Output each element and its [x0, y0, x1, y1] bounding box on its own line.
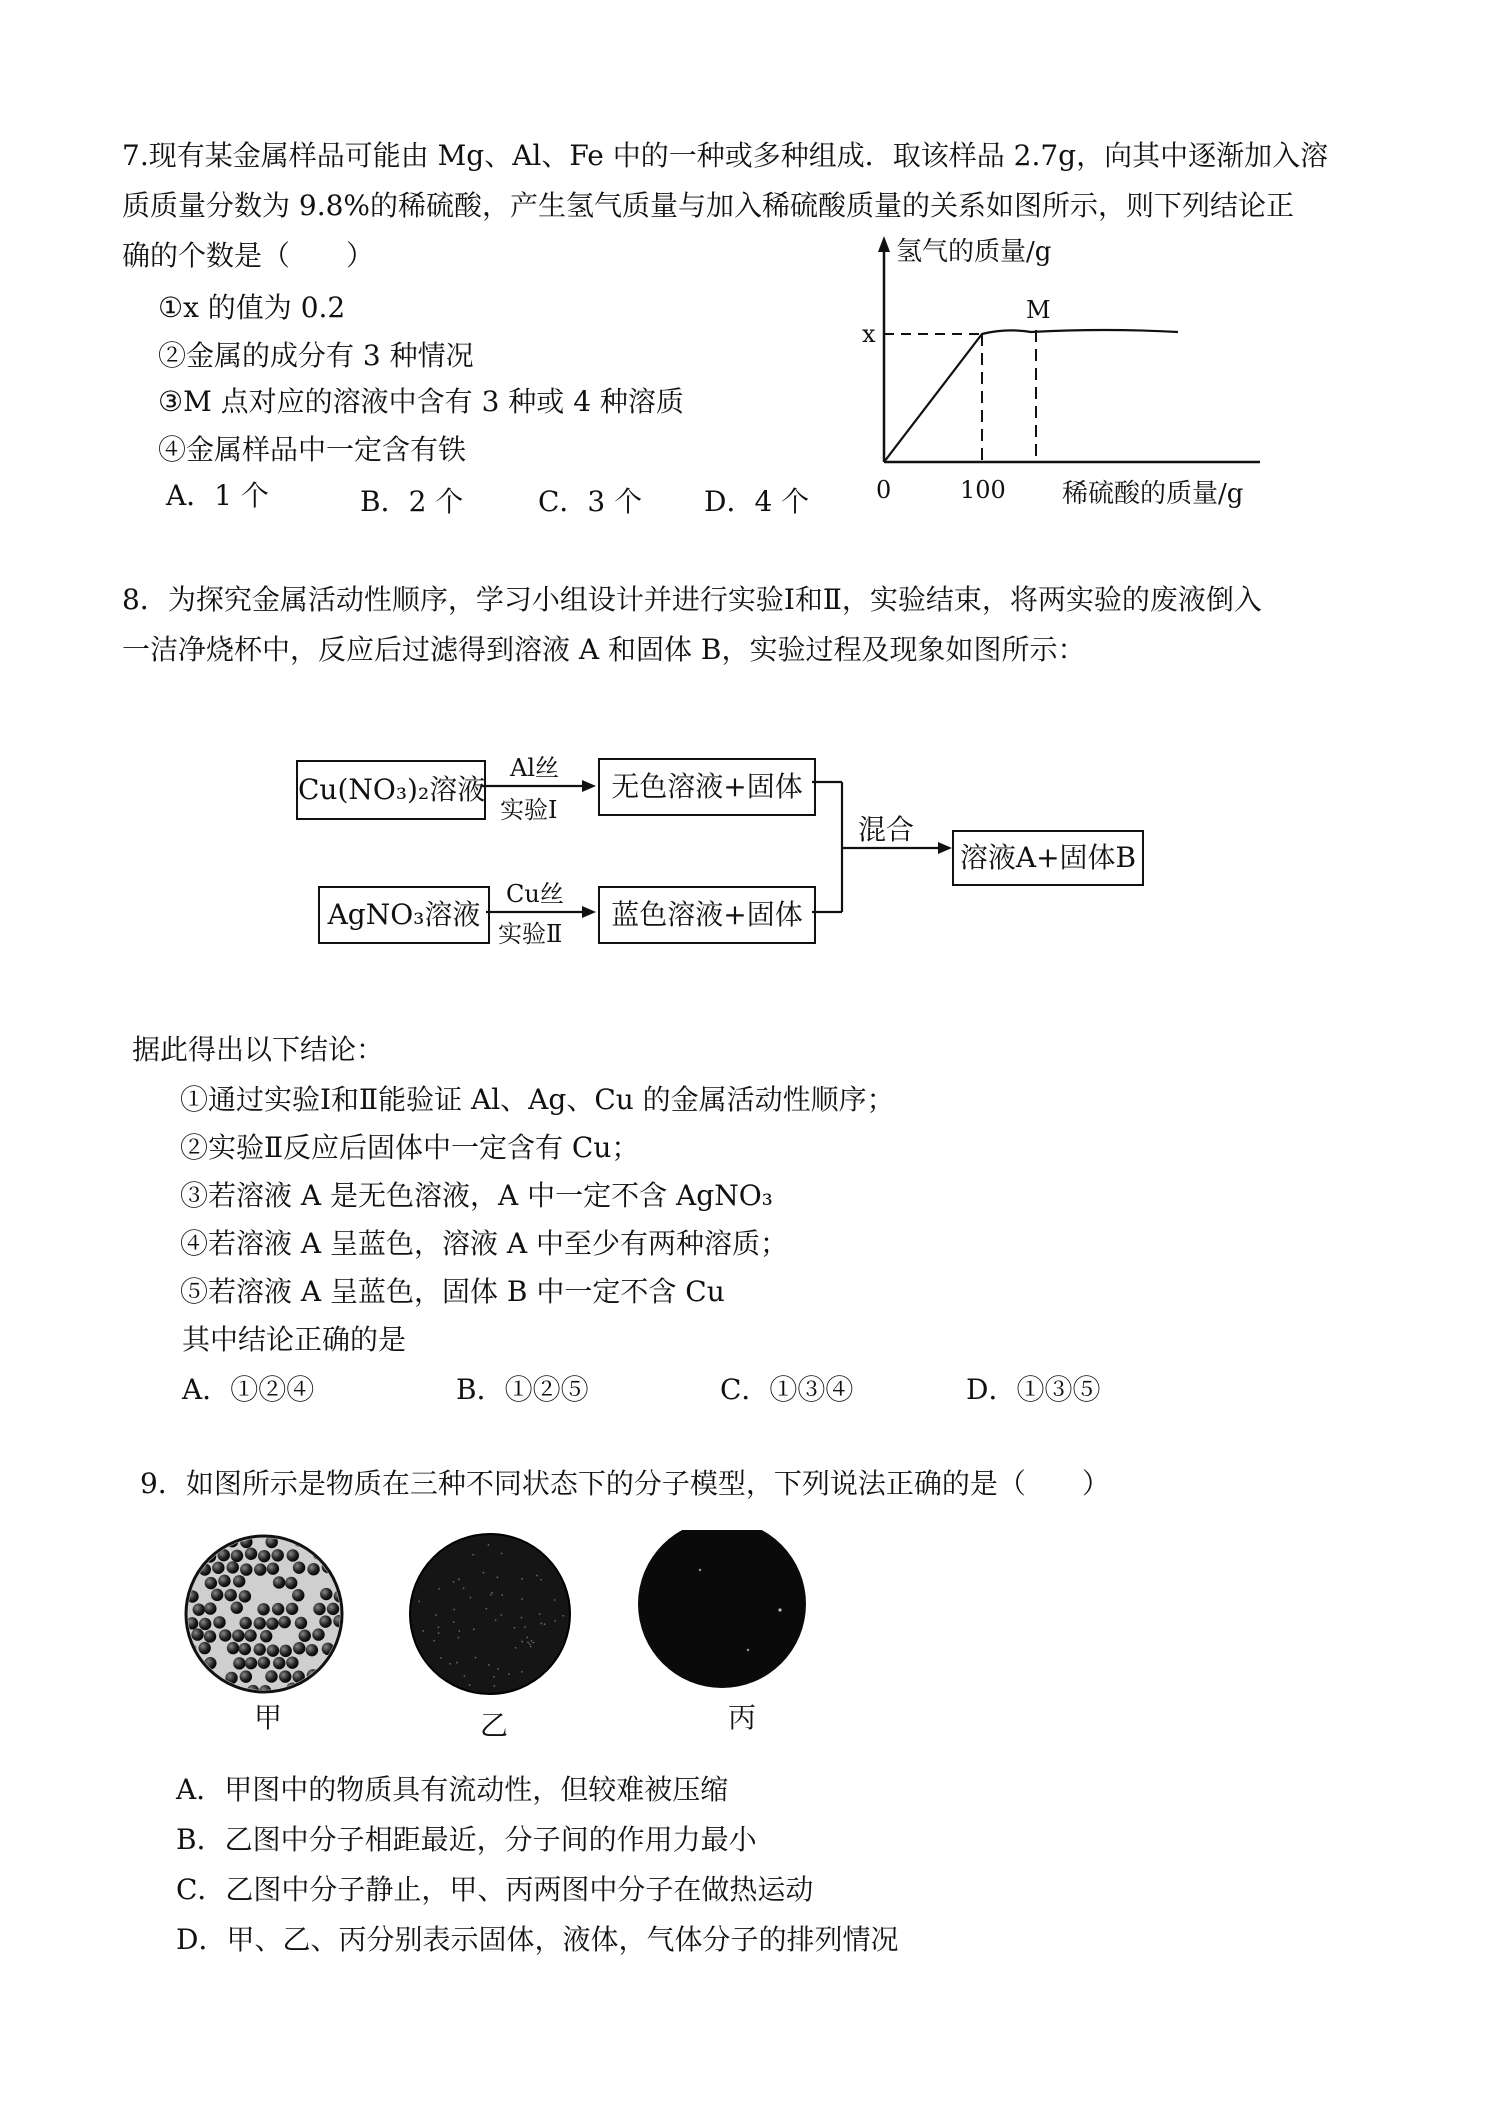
model-jia: [184, 1534, 353, 1697]
molecule-ball: [254, 1563, 266, 1575]
molecule-speck: [521, 1598, 523, 1600]
molecule-speck: [521, 1641, 523, 1643]
molecule-ball: [299, 1630, 311, 1642]
molecule-speck: [554, 1599, 556, 1601]
q8-diagram-lines: [280, 740, 1240, 960]
molecule-ball: [191, 1628, 203, 1640]
molecule-ball: [307, 1563, 319, 1575]
molecule-ball: [198, 1642, 210, 1654]
molecule-speck: [540, 1623, 542, 1625]
molecule-speck: [422, 1630, 424, 1632]
molecule-ball: [233, 1575, 245, 1587]
molecule-speck: [488, 1544, 490, 1546]
molecule-speck: [524, 1626, 526, 1628]
molecule-ball: [265, 1670, 277, 1682]
molecule-speck: [501, 1594, 503, 1596]
q8-stem-line1: 8．为探究金属活动性顺序，学习小组设计并进行实验Ⅰ和Ⅱ，实验结束，将两实验的废液倒入: [122, 583, 1262, 616]
molecule-ball: [245, 1657, 257, 1669]
molecule-ball: [292, 1589, 304, 1601]
molecule-speck: [438, 1626, 440, 1628]
molecule-ball: [286, 1603, 298, 1615]
y-axis-arrow: [878, 236, 890, 252]
q7-stem-line3: 确的个数是（ ）: [122, 239, 375, 272]
box-cu-nitrate: Cu(NO₃)₂溶液: [296, 760, 486, 820]
molecule-speck: [453, 1581, 455, 1583]
molecule-speck: [473, 1628, 475, 1630]
molecule-speck: [469, 1684, 471, 1686]
q9-option-a: A．甲图中的物质具有流动性，但较难被压缩: [176, 1773, 729, 1806]
molecule-speck: [539, 1613, 541, 1615]
molecule-speck: [496, 1576, 498, 1578]
molecule-ball: [245, 1548, 257, 1560]
molecule-speck: [515, 1647, 517, 1649]
molecule-ball: [279, 1645, 291, 1657]
molecule-speck: [521, 1578, 523, 1580]
molecule-ball: [254, 1617, 266, 1629]
molecule-ball: [334, 1562, 346, 1574]
molecule-speck: [490, 1594, 492, 1596]
m-point-label: M: [1026, 296, 1051, 324]
molecule-ball: [253, 1643, 265, 1655]
q8-question: 其中结论正确的是: [182, 1323, 407, 1356]
molecule-speck: [562, 1615, 564, 1617]
molecule-speck: [458, 1630, 460, 1632]
molecule-ball: [198, 1670, 210, 1682]
q8-option-b: B．①②⑤: [456, 1373, 589, 1406]
molecule-ball: [319, 1615, 331, 1627]
molecule-speck: [501, 1553, 503, 1555]
molecule-ball: [231, 1550, 243, 1562]
molecule-ball: [327, 1682, 339, 1694]
molecule-speck: [530, 1646, 532, 1648]
q8-statement-4: ④若溶液 A 呈蓝色，溶液 A 中至少有两种溶质；: [180, 1227, 789, 1260]
molecule-speck: [533, 1642, 535, 1644]
q7-stem-line2: 质质量分数为 9.8%的稀硫酸，产生氢气质量与加入稀硫酸质量的关系如图所示，则下列结论正: [122, 189, 1295, 222]
q7-statement-4: ④金属样品中一定含有铁: [158, 433, 467, 466]
molecule-speck: [440, 1657, 442, 1659]
molecule-speck: [464, 1675, 466, 1677]
molecule-speck: [453, 1609, 455, 1611]
molecule-speck: [472, 1554, 474, 1556]
molecule-speck: [554, 1620, 556, 1622]
origin-label: 0: [876, 476, 892, 504]
molecule-ball: [322, 1534, 334, 1546]
molecule-ball: [258, 1656, 270, 1668]
label-jia: 甲: [254, 1701, 283, 1734]
molecule-ball: [287, 1549, 299, 1561]
arrow1-head: [582, 780, 596, 792]
molecule-ball: [211, 1589, 223, 1601]
molecule-ball: [312, 1628, 324, 1640]
molecule-ball: [239, 1590, 251, 1602]
molecule-ball: [231, 1602, 243, 1614]
molecule-speck: [493, 1685, 495, 1687]
box-blue-solution: 蓝色溶液+固体: [598, 886, 816, 944]
molecule-ball: [328, 1658, 340, 1670]
label-bing: 丙: [728, 1701, 757, 1734]
molecule-ball: [204, 1602, 216, 1614]
molecule-ball: [334, 1669, 346, 1681]
molecule-speck: [470, 1597, 472, 1599]
molecule-ball: [233, 1657, 245, 1669]
molecule-speck: [527, 1642, 529, 1644]
molecule-ball: [227, 1642, 239, 1654]
molecule-ball: [219, 1629, 231, 1641]
y-axis-label: 氢气的质量/g: [896, 237, 1052, 267]
arrow2-bottom-label: 实验Ⅱ: [498, 920, 563, 948]
q7-option-c: C．3 个: [538, 485, 643, 518]
molecule-speck: [463, 1587, 465, 1589]
q8-option-c: C．①③④: [720, 1373, 854, 1406]
molecule-ball: [260, 1630, 272, 1642]
molecule-speck: [474, 1657, 476, 1659]
molecule-ball: [273, 1576, 285, 1588]
molecule-ball: [306, 1644, 318, 1656]
molecule-ball: [224, 1589, 236, 1601]
molecule-ball: [272, 1549, 284, 1561]
q7-statement-1: ①x 的值为 0.2: [158, 291, 346, 324]
molecule-ball: [212, 1562, 224, 1574]
molecule-speck: [526, 1636, 528, 1638]
molecule-speck: [488, 1664, 490, 1666]
molecule-speck: [500, 1614, 502, 1616]
molecule-speck: [438, 1588, 440, 1590]
molecule-ball: [205, 1577, 217, 1589]
molecule-ball: [205, 1684, 217, 1696]
box-ag-nitrate: AgNO₃溶液: [318, 886, 490, 944]
model-bing: [638, 1530, 806, 1688]
molecule-ball: [199, 1618, 211, 1630]
molecule-ball: [279, 1670, 291, 1682]
box-colorless-solution: 无色溶液+固体: [598, 758, 816, 816]
molecule-ball: [267, 1562, 279, 1574]
molecule-ball: [239, 1643, 251, 1655]
molecule-speck: [531, 1640, 533, 1642]
arrow1-top-label: Al丝: [510, 754, 560, 782]
arrow1-bottom-label: 实验Ⅰ: [500, 796, 558, 824]
q8-statement-2: ②实验Ⅱ反应后固体中一定含有 Cu；: [180, 1131, 640, 1164]
q7-option-b: B．2 个: [360, 485, 464, 518]
molecule-ball: [213, 1616, 225, 1628]
molecule-ball: [293, 1642, 305, 1654]
molecule-ball: [285, 1577, 297, 1589]
molecule-ball: [272, 1603, 284, 1615]
mix-arrow-head: [938, 842, 952, 854]
q7-statement-2: ②金属的成分有 3 种情况: [158, 339, 474, 372]
molecule-ball: [295, 1617, 307, 1629]
molecule-speck: [529, 1643, 531, 1645]
molecule-ball: [257, 1603, 269, 1615]
molecule-speck: [458, 1578, 460, 1580]
molecule-ball: [185, 1562, 197, 1574]
q8-statement-1: ①通过实验Ⅰ和Ⅱ能验证 Al、Ag、Cu 的金属活动性顺序；: [180, 1083, 895, 1116]
q9-option-d: D．甲、乙、丙分别表示固体，液体，气体分子的排列情况: [176, 1923, 899, 1956]
molecule-speck: [521, 1671, 523, 1673]
molecule-speck: [418, 1600, 420, 1602]
molecule-ball: [320, 1588, 332, 1600]
mix-label: 混合: [858, 813, 915, 846]
molecule-ball: [340, 1549, 352, 1561]
box-solution-a-solid-b: 溶液A+固体B: [952, 830, 1144, 886]
q7-hydrogen-chart: [840, 230, 1300, 520]
molecule-ball: [299, 1683, 311, 1695]
molecule-speck: [521, 1617, 523, 1619]
molecule-ball: [327, 1603, 339, 1615]
molecule-ball: [313, 1603, 325, 1615]
model-yi: [410, 1534, 570, 1694]
molecule-ball: [340, 1658, 352, 1670]
molecule-speck: [544, 1623, 546, 1625]
molecule-ball: [204, 1630, 216, 1642]
molecule-speck: [536, 1575, 538, 1577]
molecule-ball: [293, 1561, 305, 1573]
molecule-ball: [240, 1670, 252, 1682]
label-yi: 乙: [480, 1709, 509, 1742]
molecule-ball: [239, 1617, 251, 1629]
q7-option-d: D．4 个: [704, 485, 810, 518]
q7-option-a: A．1 个: [166, 479, 269, 512]
molecule-ball: [286, 1656, 298, 1668]
molecule-speck: [456, 1662, 458, 1664]
molecule-ball: [184, 1671, 196, 1683]
molecule-speck: [453, 1621, 455, 1623]
molecule-ball: [193, 1603, 205, 1615]
molecule-ball: [190, 1683, 202, 1695]
molecule-ball: [244, 1629, 256, 1641]
molecule-ball: [232, 1629, 244, 1641]
molecule-ball: [278, 1616, 290, 1628]
q9-option-b: B．乙图中分子相距最近，分子间的作用力最小: [176, 1823, 757, 1856]
molecule-ball: [266, 1617, 278, 1629]
molecule-speck: [435, 1614, 437, 1616]
q9-stem: 9．如图所示是物质在三种不同状态下的分子模型，下列说法正确的是（ ）: [140, 1467, 1110, 1500]
molecule-ball: [273, 1657, 285, 1669]
q7-statement-3: ③M 点对应的溶液中含有 3 种或 4 种溶质: [158, 385, 684, 418]
molecule-speck: [483, 1572, 485, 1574]
q7-stem-line1: 7.现有某金属样品可能由 Mg、Al、Fe 中的一种或多种组成．取该样品 2.7g，向其中逐渐加入溶: [122, 139, 1329, 172]
molecule-ball: [185, 1534, 197, 1546]
molecule-ball: [340, 1630, 352, 1642]
hydrogen-curve: [884, 330, 1178, 462]
molecule-speck: [485, 1608, 487, 1610]
molecule-speck: [491, 1592, 493, 1594]
q8-statement-3: ③若溶液 A 是无色溶液，A 中一定不含 AgNO₃: [180, 1179, 773, 1212]
q9-option-c: C．乙图中分子静止，甲、丙两图中分子在做热运动: [176, 1873, 814, 1906]
arrow2-head: [582, 906, 596, 918]
molecule-ball: [199, 1535, 211, 1547]
molecule-speck: [458, 1637, 460, 1639]
y-tick-x-label: x: [862, 320, 876, 348]
molecule-speck: [540, 1579, 542, 1581]
q8-option-d: D．①③⑤: [966, 1373, 1101, 1406]
molecule-speck: [449, 1663, 451, 1665]
molecule-ball: [191, 1549, 203, 1561]
molecule-ball: [240, 1563, 252, 1575]
molecule-speck: [508, 1673, 510, 1675]
molecule-speck: [438, 1632, 440, 1634]
arrow2-top-label: Cu丝: [506, 880, 564, 908]
q8-option-a: A．①②④: [182, 1373, 315, 1406]
molecule-ball: [267, 1644, 279, 1656]
molecule-ball: [339, 1683, 351, 1695]
x-tick-100-label: 100: [960, 476, 1006, 504]
molecule-speck: [497, 1668, 499, 1670]
molecule-ball: [227, 1561, 239, 1573]
molecule-speck: [493, 1676, 495, 1678]
molecule-ball: [335, 1534, 347, 1546]
x-axis-label: 稀硫酸的质量/g: [1062, 479, 1244, 509]
molecule-ball: [313, 1683, 325, 1695]
molecule-ball: [218, 1575, 230, 1587]
molecule-ball: [258, 1550, 270, 1562]
q8-statement-5: ⑤若溶液 A 呈蓝色，固体 B 中一定不含 Cu: [180, 1275, 725, 1308]
molecule-speck: [433, 1640, 435, 1642]
q9-molecule-models: [180, 1530, 840, 1710]
molecule-speck: [495, 1619, 497, 1621]
q8-stem-line2: 一洁净烧杯中，反应后过滤得到溶液 A 和固体 B，实验过程及现象如图所示：: [122, 633, 1086, 666]
molecule-speck: [514, 1627, 516, 1629]
q8-lead: 据此得出以下结论：: [132, 1033, 385, 1066]
